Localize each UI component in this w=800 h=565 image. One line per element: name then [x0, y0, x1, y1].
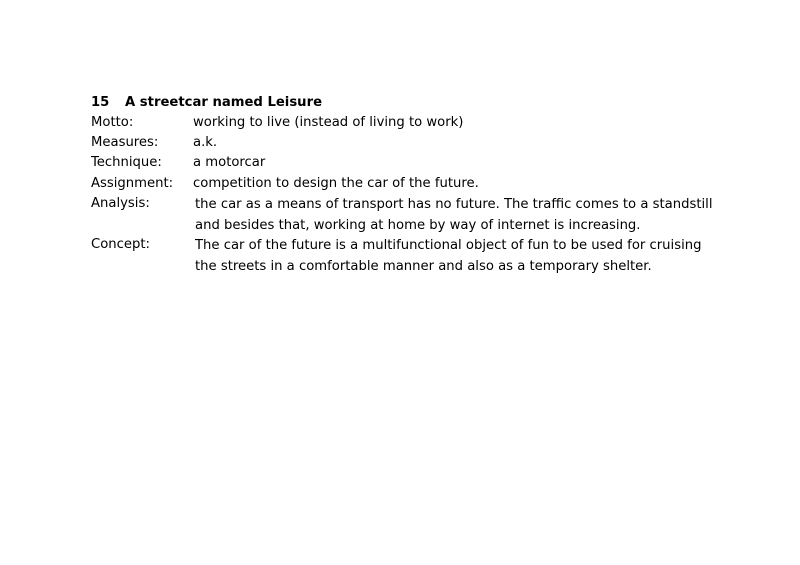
- concept-line: The car of the future is a multifunctional object of fun to be used for cruising: [195, 238, 702, 253]
- concept-line: the streets in a comfortable manner and also as a temporary shelter.: [195, 259, 652, 274]
- analysis-line: and besides that, working at home by way of internet is increasing.: [195, 218, 641, 233]
- section-number: 15: [91, 95, 110, 110]
- section-title: A streetcar named Leisure: [125, 95, 323, 110]
- concept-value: [195, 235, 701, 277]
- measures-value: a.k.: [193, 135, 218, 150]
- analysis-value: [195, 194, 712, 236]
- section-heading: [91, 93, 322, 113]
- measures-label: Measures:: [91, 135, 159, 150]
- analysis-label: Analysis:: [91, 196, 150, 211]
- analysis-line: the car as a means of transport has no future. The traffic comes to a standstill: [195, 197, 713, 212]
- motto-label: Motto:: [91, 115, 134, 130]
- motto-value: working to live (instead of living to work): [193, 115, 464, 130]
- assignment-value: competition to design the car of the future.: [193, 176, 479, 191]
- technique-value: a motorcar: [193, 155, 266, 170]
- concept-label: Concept:: [91, 237, 150, 252]
- assignment-label: Assignment:: [91, 176, 174, 191]
- technique-label: Technique:: [91, 155, 162, 170]
